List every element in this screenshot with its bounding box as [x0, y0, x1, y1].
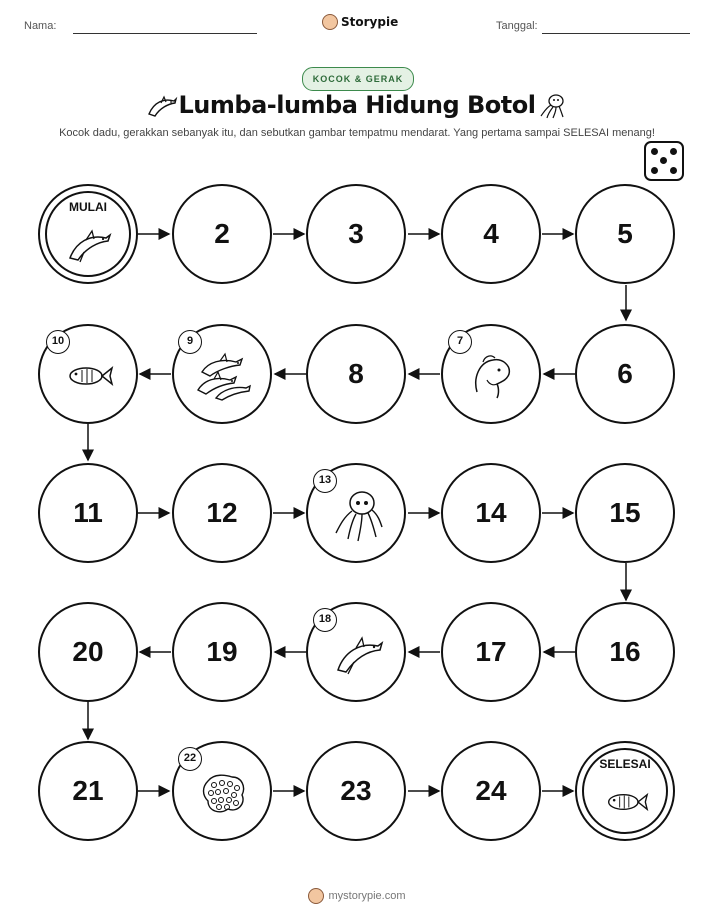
- cell-number: 14: [475, 497, 507, 528]
- cell-badge-22: 22: [178, 747, 202, 771]
- board-cell-start: [38, 184, 138, 284]
- dolphin-pod-icon: [196, 350, 252, 402]
- fish-eggs-icon: [200, 771, 248, 815]
- dolphin-head-icon: [469, 352, 515, 400]
- cell-number: 24: [475, 775, 507, 806]
- bear-icon: [308, 888, 324, 904]
- cell-number: 19: [206, 636, 238, 667]
- board-cell-17: [441, 602, 541, 702]
- board-cell-6: [575, 324, 675, 424]
- squid-icon: [332, 487, 384, 543]
- start-label: MULAI: [69, 200, 107, 214]
- cell-badge-7: 7: [448, 330, 472, 354]
- board-cell-3: [306, 184, 406, 284]
- cell-number: 15: [609, 497, 641, 528]
- cell-number: 8: [348, 358, 364, 389]
- cell-number: 21: [72, 775, 104, 806]
- date-label: Tanggal:: [496, 20, 538, 32]
- cell-number: 2: [214, 218, 230, 249]
- finish-label: SELESAI: [599, 757, 651, 771]
- board-cell-12: [172, 463, 272, 563]
- footer: [0, 888, 714, 904]
- activity-badge: KOCOK & GERAK: [302, 67, 414, 91]
- board-cell-14: [441, 463, 541, 563]
- board-cell-11: [38, 463, 138, 563]
- cell-number: 3: [348, 218, 364, 249]
- brand-name: Storypie: [341, 15, 399, 29]
- cell-number: 20: [72, 636, 104, 667]
- board-cell-20: [38, 602, 138, 702]
- board-cell-8: [306, 324, 406, 424]
- name-label: Nama:: [24, 20, 57, 32]
- page-title: Lumba-lumba Hidung Botol: [178, 91, 536, 119]
- board-cell-16: [575, 602, 675, 702]
- cell-number: 17: [475, 636, 507, 667]
- dolphin-icon: [66, 224, 112, 264]
- board-cell-15: [575, 463, 675, 563]
- cell-number: 6: [617, 358, 633, 389]
- cell-badge-9: 9: [178, 330, 202, 354]
- board-cell-4: [441, 184, 541, 284]
- cell-number: 5: [617, 218, 633, 249]
- fish-icon: [605, 791, 649, 813]
- footer-url[interactable]: mystorypie.com: [328, 890, 406, 902]
- cell-number: 23: [340, 775, 372, 806]
- instructions: Kocok dadu, gerakkan sebanyak itu, dan sebutkan gambar tempatmu mendarat. Yang pertama sampai SELESAI menang!: [59, 127, 655, 139]
- dolphin-icon: [334, 632, 384, 676]
- cell-number: 4: [483, 218, 499, 249]
- cell-badge-10: 10: [46, 330, 70, 354]
- board-cell-21: [38, 741, 138, 841]
- board-cell-23: [306, 741, 406, 841]
- cell-badge-13: 13: [313, 469, 337, 493]
- cell-number: 16: [609, 636, 641, 667]
- cell-badge-18: 18: [313, 608, 337, 632]
- board-cell-2: [172, 184, 272, 284]
- board-cell-24: [441, 741, 541, 841]
- board-cell-19: [172, 602, 272, 702]
- board-cell-5: [575, 184, 675, 284]
- fish-icon: [66, 364, 114, 388]
- cell-number: 12: [206, 497, 238, 528]
- cell-number: 11: [73, 497, 103, 528]
- board-cell-finish: [575, 741, 675, 841]
